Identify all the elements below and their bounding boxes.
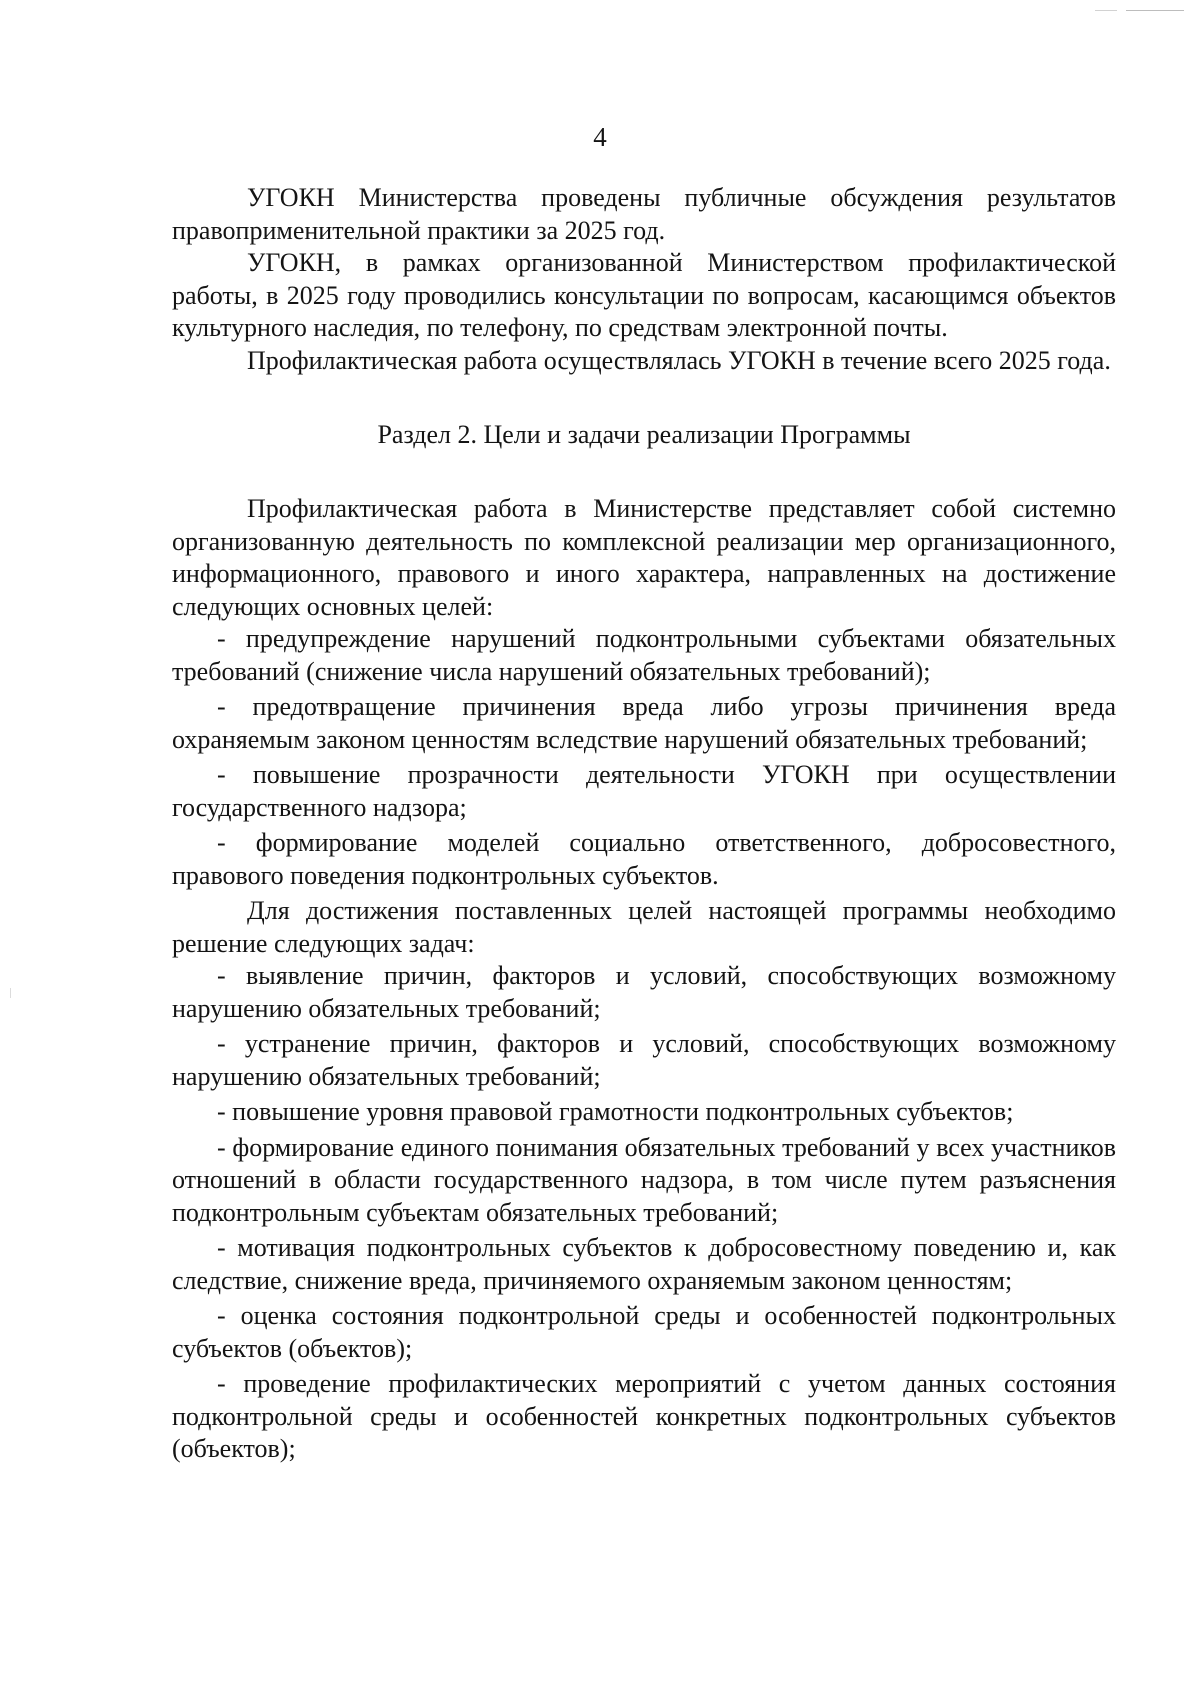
list-item: - формирование единого понимания обязательных требований у всех участников отношений в области государственного надзора, в том числе путем разъяснения подконтрольным субъектам обязательных требований; [172, 1132, 1116, 1227]
paragraph-consultations: УГОКН, в рамках организованной Министерством профилактической работы, в 2025 году проводились консультации по вопросам, касающимся объектов культурного наследия, по телефону, по средствам электронной почты. [172, 248, 1116, 342]
document-body [172, 182, 1116, 1469]
section-heading: Раздел 2. Цели и задачи реализации Программы [377, 420, 911, 449]
list-item: - выявление причин, факторов и условий, способствующих возможному нарушению обязательных требований; [172, 961, 1116, 1023]
list-item: - проведение профилактических мероприятий с учетом данных состояния подконтрольной среды и особенностей конкретных подконтрольных субъектов (объектов); [172, 1369, 1116, 1463]
list-item: - формирование моделей социально ответственного, добросовестного, правового поведения подконтрольных субъектов. [172, 828, 1116, 890]
list-item: - устранение причин, факторов и условий, способствующих возможному нарушению обязательных требований; [172, 1029, 1116, 1091]
list-item: - повышение прозрачности деятельности УГОКН при осуществлении государственного надзора; [172, 760, 1116, 822]
scan-artifact-line [1126, 10, 1184, 11]
scan-artifact-line [1095, 10, 1117, 11]
paragraph-tasks-intro: Для достижения поставленных целей настоящей программы необходимо решение следующих задач: [172, 896, 1116, 958]
scan-artifact-dot [10, 988, 11, 998]
list-item: - повышение уровня правовой грамотности подконтрольных субъектов; [217, 1097, 1014, 1126]
list-item: - оценка состояния подконтрольной среды и особенностей подконтрольных субъектов (объектов); [172, 1301, 1116, 1363]
page-number: 4 [593, 122, 607, 152]
tasks-list [172, 960, 1116, 1466]
paragraph-preventive-work: Профилактическая работа осуществлялась УГОКН в течение всего 2025 года. [247, 345, 1111, 375]
paragraph-public-discussions: УГОКН Министерства проведены публичные обсуждения результатов правоприменительной практики за 2025 год. [172, 183, 1116, 245]
paragraph-goals-intro: Профилактическая работа в Министерстве представляет собой системно организованную деятельность по комплексной реализации мер организационного, информационного, правового и иного характера, направленных на достижение следующих основных целей: [172, 494, 1116, 621]
list-item: - мотивация подконтрольных субъектов к добросовестному поведению и, как следствие, снижение вреда, причиняемого охраняемым законом ценностям; [172, 1233, 1116, 1295]
list-item: - предупреждение нарушений подконтрольными субъектами обязательных требований (снижение числа нарушений обязательных требований); [172, 624, 1116, 686]
goals-list [172, 623, 1116, 892]
list-item: - предотвращение причинения вреда либо угрозы причинения вреда охраняемым законом ценностям вследствие нарушений обязательных требований; [172, 692, 1116, 754]
